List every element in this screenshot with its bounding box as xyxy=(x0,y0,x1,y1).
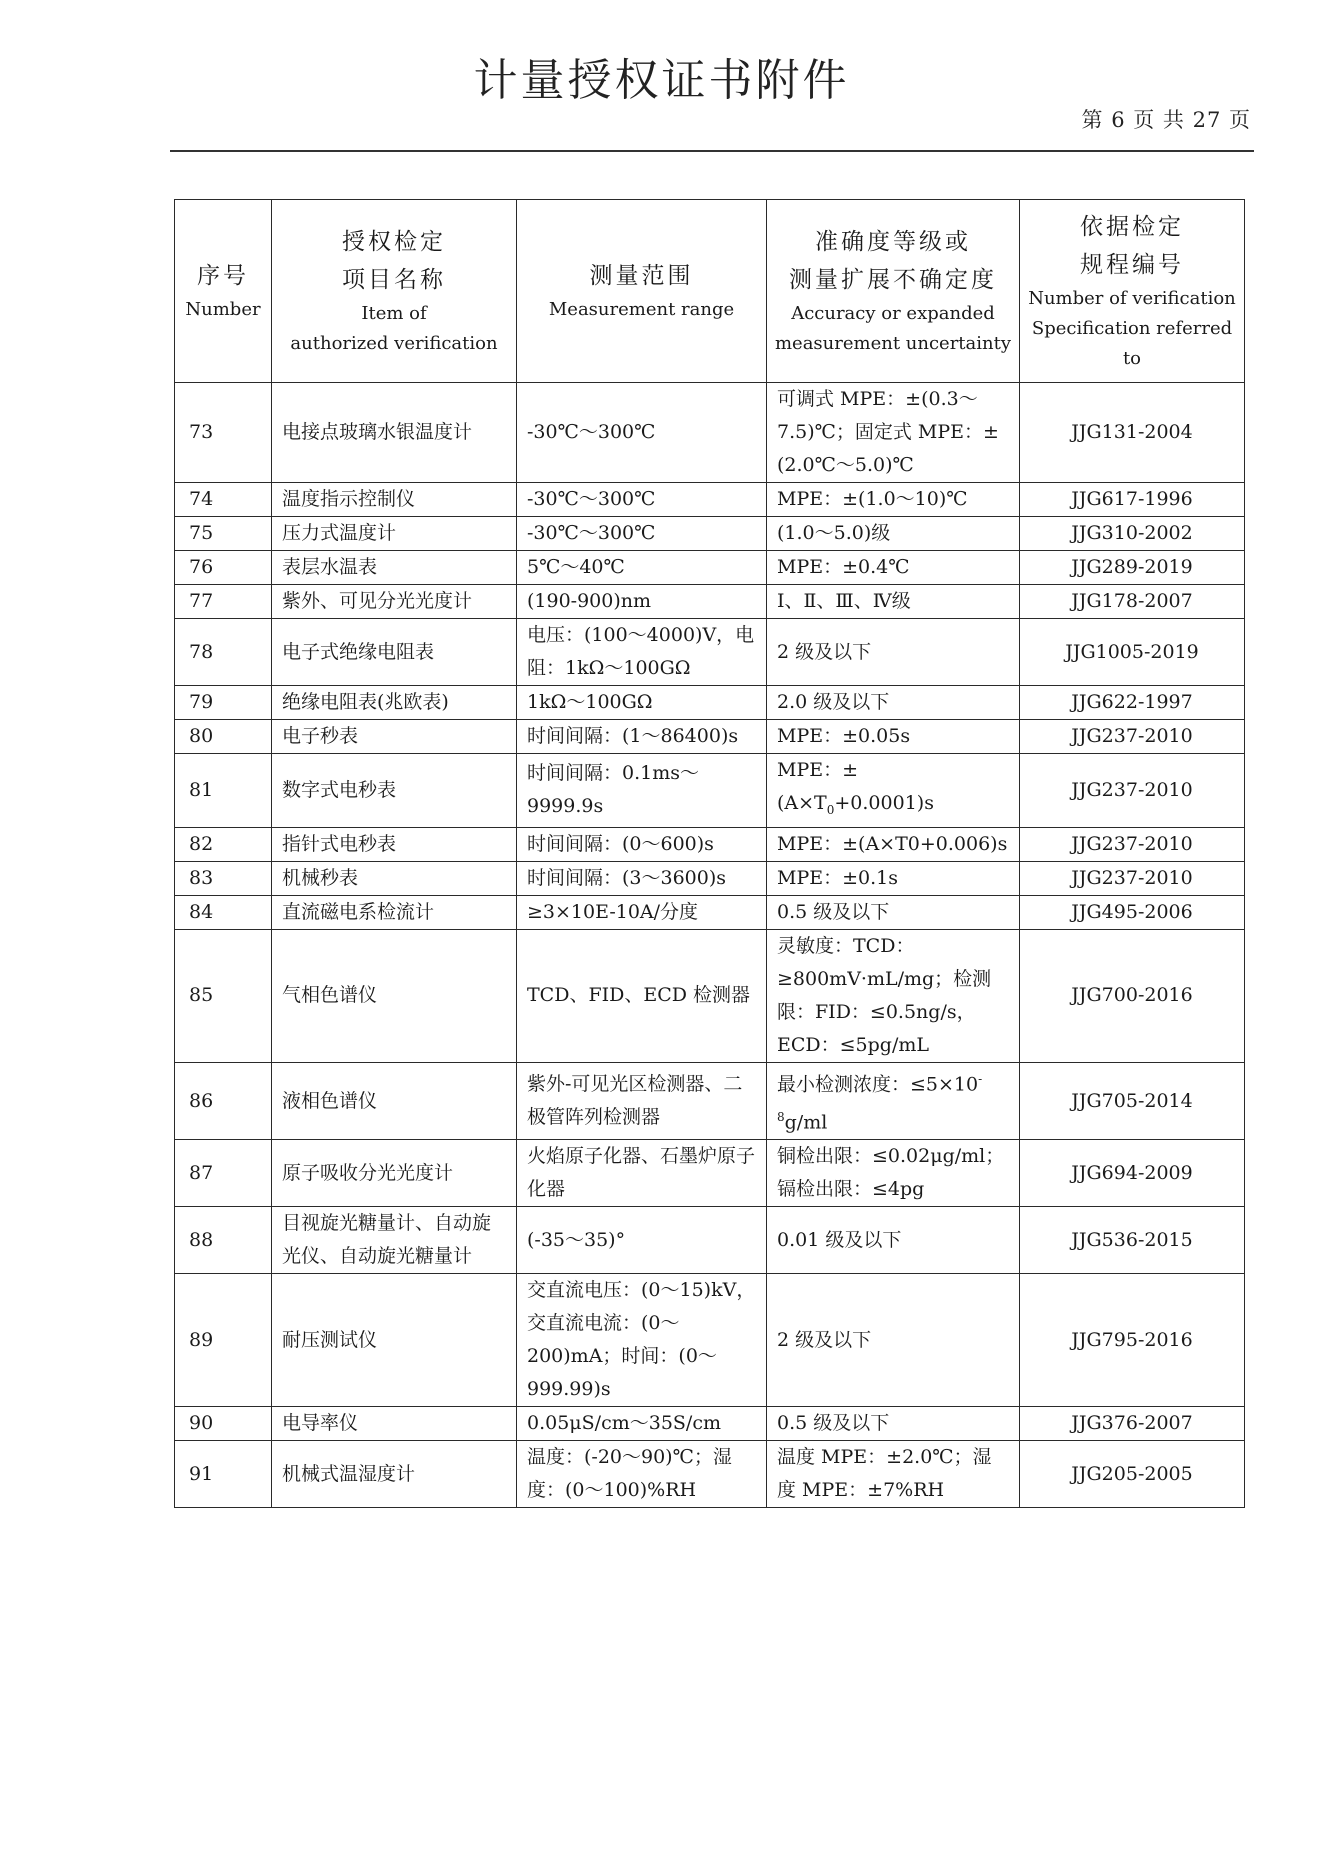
table-row xyxy=(175,585,1245,619)
cell-item: 机械式温湿度计 xyxy=(272,1441,517,1508)
cell-spec: JJG289-2019 xyxy=(1020,551,1245,585)
table-row xyxy=(175,517,1245,551)
table-row xyxy=(175,1207,1245,1274)
cell-accuracy: 2 级及以下 xyxy=(767,619,1020,686)
cell-range: 1kΩ～100GΩ xyxy=(517,686,767,720)
cell-number: 83 xyxy=(175,861,272,895)
cell-accuracy: 0.5 级及以下 xyxy=(767,1407,1020,1441)
cell-item: 液相色谱仪 xyxy=(272,1062,517,1140)
cell-number: 86 xyxy=(175,1062,272,1140)
table-row xyxy=(175,827,1245,861)
cell-spec: JJG795-2016 xyxy=(1020,1274,1245,1407)
table-row xyxy=(175,1062,1245,1140)
cell-range: 交直流电压：(0～15)kV，交直流电流：(0～200)mA；时间：(0～999.99)s xyxy=(517,1274,767,1407)
table-row xyxy=(175,1441,1245,1508)
cell-item: 电子秒表 xyxy=(272,720,517,754)
cell-item: 电导率仪 xyxy=(272,1407,517,1441)
cell-range: 紫外-可见光区检测器、二极管阵列检测器 xyxy=(517,1062,767,1140)
cell-accuracy: MPE：$\pm(A\times T_0+0.0001)s$ xyxy=(767,754,1020,828)
cell-item: 压力式温度计 xyxy=(272,517,517,551)
header-item: 授权检定 项目名称 Item of authorized verification xyxy=(272,200,517,383)
cell-number: 76 xyxy=(175,551,272,585)
cell-spec: JJG694-2009 xyxy=(1020,1140,1245,1207)
cell-item: 绝缘电阻表(兆欧表) xyxy=(272,686,517,720)
cell-spec: JJG536-2015 xyxy=(1020,1207,1245,1274)
table-row xyxy=(175,1140,1245,1207)
table-row xyxy=(175,861,1245,895)
cell-number: 84 xyxy=(175,895,272,929)
cell-number: 85 xyxy=(175,929,272,1062)
cell-spec: JJG705-2014 xyxy=(1020,1062,1245,1140)
cell-range: 时间间隔：(0～600)s xyxy=(517,827,767,861)
cell-number: 77 xyxy=(175,585,272,619)
cell-range: TCD、FID、ECD 检测器 xyxy=(517,929,767,1062)
cell-number: 80 xyxy=(175,720,272,754)
cell-accuracy: 温度 MPE：±2.0℃；湿度 MPE：±7%RH xyxy=(767,1441,1020,1508)
cell-accuracy: MPE：±(A×T0+0.006)s xyxy=(767,827,1020,861)
cell-accuracy: 2.0 级及以下 xyxy=(767,686,1020,720)
cell-range: ≥3×10E-10A/分度 xyxy=(517,895,767,929)
cell-range: -30℃～300℃ xyxy=(517,517,767,551)
cell-accuracy: 0.5 级及以下 xyxy=(767,895,1020,929)
cell-spec: JJG178-2007 xyxy=(1020,585,1245,619)
authorization-table xyxy=(174,199,1245,1508)
cell-item: 机械秒表 xyxy=(272,861,517,895)
cell-spec: JJG1005-2019 xyxy=(1020,619,1245,686)
cell-accuracy: 0.01 级及以下 xyxy=(767,1207,1020,1274)
cell-range: 0.05μS/cm～35S/cm xyxy=(517,1407,767,1441)
cell-item: 原子吸收分光光度计 xyxy=(272,1140,517,1207)
cell-item: 数字式电秒表 xyxy=(272,754,517,828)
table-row xyxy=(175,929,1245,1062)
cell-item: 电接点玻璃水银温度计 xyxy=(272,383,517,483)
cell-accuracy: MPE：±(1.0～10)℃ xyxy=(767,483,1020,517)
table-row xyxy=(175,1274,1245,1407)
cell-range: 温度：(-20～90)℃；湿度：(0～100)%RH xyxy=(517,1441,767,1508)
table-row xyxy=(175,1407,1245,1441)
cell-number: 81 xyxy=(175,754,272,828)
header-spec: 依据检定 规程编号 Number of verification Specification referred to xyxy=(1020,200,1245,383)
cell-accuracy: (1.0～5.0)级 xyxy=(767,517,1020,551)
cell-range: 时间间隔：(1～86400)s xyxy=(517,720,767,754)
cell-item: 直流磁电系检流计 xyxy=(272,895,517,929)
table-row xyxy=(175,686,1245,720)
cell-number: 82 xyxy=(175,827,272,861)
table-row xyxy=(175,551,1245,585)
cell-item: 气相色谱仪 xyxy=(272,929,517,1062)
cell-accuracy: 可调式 MPE：±(0.3～7.5)℃；固定式 MPE：±(2.0℃～5.0)℃ xyxy=(767,383,1020,483)
header-accuracy: 准确度等级或 测量扩展不确定度 Accuracy or expanded measurement uncertainty xyxy=(767,200,1020,383)
cell-spec: JJG495-2006 xyxy=(1020,895,1245,929)
cell-spec: JJG376-2007 xyxy=(1020,1407,1245,1441)
header-range: 测量范围 Measurement range xyxy=(517,200,767,383)
cell-number: 87 xyxy=(175,1140,272,1207)
table-row xyxy=(175,483,1245,517)
cell-spec: JJG700-2016 xyxy=(1020,929,1245,1062)
cell-accuracy: 铜检出限：≤0.02μg/ml；镉检出限：≤4pg xyxy=(767,1140,1020,1207)
cell-item: 温度指示控制仪 xyxy=(272,483,517,517)
cell-number: 73 xyxy=(175,383,272,483)
cell-number: 88 xyxy=(175,1207,272,1274)
cell-number: 78 xyxy=(175,619,272,686)
cell-accuracy: 最小检测浓度：$\le 5\times 10^{-8}g/ml$ xyxy=(767,1062,1020,1140)
cell-spec: JJG131-2004 xyxy=(1020,383,1245,483)
cell-number: 79 xyxy=(175,686,272,720)
cell-spec: JJG237-2010 xyxy=(1020,754,1245,828)
cell-number: 91 xyxy=(175,1441,272,1508)
cell-range: 时间间隔：0.1ms～9999.9s xyxy=(517,754,767,828)
cell-number: 90 xyxy=(175,1407,272,1441)
cell-number: 75 xyxy=(175,517,272,551)
page-number: 第 6 页 共 27 页 xyxy=(1081,108,1251,132)
cell-spec: JJG205-2005 xyxy=(1020,1441,1245,1508)
cell-spec: JJG237-2010 xyxy=(1020,827,1245,861)
cell-number: 74 xyxy=(175,483,272,517)
cell-spec: JJG310-2002 xyxy=(1020,517,1245,551)
cell-range: 时间间隔：(3～3600)s xyxy=(517,861,767,895)
cell-item: 电子式绝缘电阻表 xyxy=(272,619,517,686)
header-divider xyxy=(170,150,1254,152)
header-number: 序号 Number xyxy=(175,200,272,383)
cell-number: 89 xyxy=(175,1274,272,1407)
cell-spec: JJG617-1996 xyxy=(1020,483,1245,517)
cell-accuracy: Ⅰ、Ⅱ、Ⅲ、Ⅳ级 xyxy=(767,585,1020,619)
cell-item: 紫外、可见分光光度计 xyxy=(272,585,517,619)
cell-item: 指针式电秒表 xyxy=(272,827,517,861)
cell-range: (190-900)nm xyxy=(517,585,767,619)
table-row xyxy=(175,895,1245,929)
table-header-row xyxy=(175,200,1245,383)
cell-accuracy: MPE：±0.05s xyxy=(767,720,1020,754)
table-row xyxy=(175,619,1245,686)
cell-accuracy: MPE：±0.4℃ xyxy=(767,551,1020,585)
cell-range: 火焰原子化器、石墨炉原子化器 xyxy=(517,1140,767,1207)
cell-range: -30℃～300℃ xyxy=(517,483,767,517)
cell-range: (-35～35)° xyxy=(517,1207,767,1274)
cell-range: 电压：(100～4000)V，电阻：1kΩ～100GΩ xyxy=(517,619,767,686)
cell-accuracy: 灵敏度：TCD：≥800mV·mL/mg；检测限：FID：≤0.5ng/s，ECD：≤5pg/mL xyxy=(767,929,1020,1062)
cell-accuracy: 2 级及以下 xyxy=(767,1274,1020,1407)
cell-item: 目视旋光糖量计、自动旋光仪、自动旋光糖量计 xyxy=(272,1207,517,1274)
cell-spec: JJG237-2010 xyxy=(1020,861,1245,895)
table-row xyxy=(175,720,1245,754)
cell-spec: JJG237-2010 xyxy=(1020,720,1245,754)
table-row xyxy=(175,383,1245,483)
table-row xyxy=(175,754,1245,828)
cell-range: -30℃～300℃ xyxy=(517,383,767,483)
cell-spec: JJG622-1997 xyxy=(1020,686,1245,720)
cell-item: 表层水温表 xyxy=(272,551,517,585)
cell-item: 耐压测试仪 xyxy=(272,1274,517,1407)
cell-range: 5℃～40℃ xyxy=(517,551,767,585)
document-title: 计量授权证书附件 xyxy=(473,55,850,106)
cell-accuracy: MPE：±0.1s xyxy=(767,861,1020,895)
